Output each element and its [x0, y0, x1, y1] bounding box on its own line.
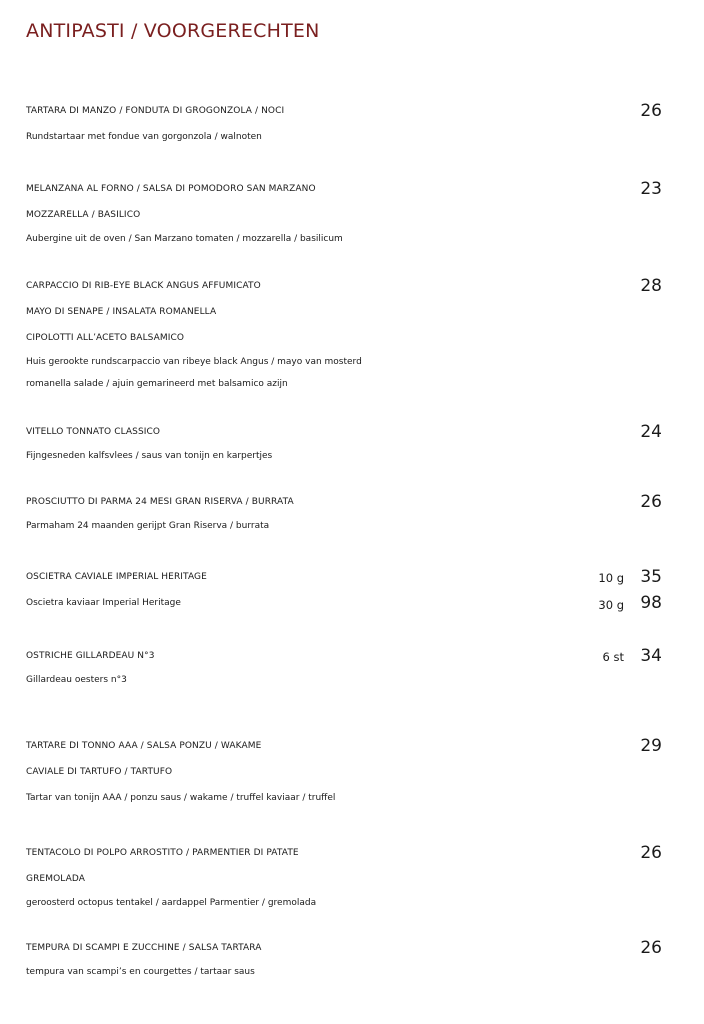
item-price: 29	[640, 736, 662, 756]
item-price: 24	[640, 422, 662, 442]
item-price: 28	[640, 276, 662, 296]
item-description: Aubergine uit de oven / San Marzano tomaten / mozzarella / basilicum	[26, 234, 343, 244]
item-name-line-3: CIPOLOTTI ALL’ACETO BALSAMICO	[26, 333, 185, 343]
item-description: Rundstartaar met fondue van gorgonzola / walnoten	[26, 132, 262, 142]
item-name-line-2: MOZZARELLA / BASILICO	[26, 210, 141, 220]
item-name-line-2: MAYO DI SENAPE / INSALATA ROMANELLA	[26, 307, 217, 317]
item-description: tempura van scampi’s en courgettes / tartaar saus	[26, 967, 255, 977]
item-price: 26	[640, 938, 662, 958]
item-quantity-2: 30 g	[598, 598, 624, 612]
item-price: 26	[640, 843, 662, 863]
menu-item-oscietra-caviale	[26, 564, 666, 616]
menu-item-tartare-di-tonno	[26, 733, 666, 811]
item-price: 35	[640, 567, 662, 587]
item-name-line-2: GREMOLADA	[26, 874, 85, 884]
item-quantity: 6 st	[602, 650, 624, 664]
menu-item-vitello-tonnato	[26, 419, 666, 467]
item-description: Huis gerookte rundscarpaccio van ribeye black Angus / mayo van mosterd	[26, 357, 362, 367]
item-description: Parmaham 24 maanden gerijpt Gran Riserva / burrata	[26, 521, 270, 531]
menu-item-melanzana-al-forno	[26, 176, 666, 250]
menu-item-carpaccio	[26, 273, 666, 395]
menu-item-tentacolo-di-polpo	[26, 840, 666, 914]
item-name: CARPACCIO DI RIB-EYE BLACK ANGUS AFFUMICATO	[26, 281, 261, 291]
item-name: TEMPURA DI SCAMPI E ZUCCHINE / SALSA TARTARA	[26, 943, 262, 953]
item-description: Gillardeau oesters n°3	[26, 675, 127, 685]
item-name-line-2: CAVIALE DI TARTUFO / TARTUFO	[26, 767, 173, 777]
item-name: OSTRICHE GILLARDEAU N°3	[26, 651, 155, 661]
item-description: Fijngesneden kalfsvlees / saus van tonijn en karpertjes	[26, 451, 273, 461]
menu-item-prosciutto-di-parma	[26, 489, 666, 537]
item-name: TENTACOLO DI POLPO ARROSTITO / PARMENTIER DI PATATE	[26, 848, 299, 858]
item-price: 26	[640, 101, 662, 121]
item-name: TARTARE DI TONNO AAA / SALSA PONZU / WAKAME	[26, 741, 262, 751]
item-price-2: 98	[640, 593, 662, 613]
item-price: 26	[640, 492, 662, 512]
item-description: Tartar van tonijn AAA / ponzu saus / wakame / truffel kaviaar / truffel	[26, 793, 336, 803]
item-name: MELANZANA AL FORNO / SALSA DI POMODORO SAN MARZANO	[26, 184, 316, 194]
item-price: 34	[640, 646, 662, 666]
section-title: ANTIPASTI / VOORGERECHTEN	[26, 20, 320, 42]
item-name: TARTARA DI MANZO / FONDUTA DI GROGONZOLA / NOCI	[26, 106, 285, 116]
item-quantity: 10 g	[598, 571, 624, 585]
item-description: geroosterd octopus tentakel / aardappel Parmentier / gremolada	[26, 898, 317, 908]
item-name: VITELLO TONNATO CLASSICO	[26, 427, 161, 437]
item-name: PROSCIUTTO DI PARMA 24 MESI GRAN RISERVA / BURRATA	[26, 497, 294, 507]
menu-item-ostriche-gillardeau	[26, 643, 666, 691]
menu-item-tempura-di-scampi	[26, 935, 666, 983]
item-description-line-2: romanella salade / ajuin gemarineerd met balsamico azijn	[26, 379, 288, 389]
item-price: 23	[640, 179, 662, 199]
item-description: Oscietra kaviaar Imperial Heritage	[26, 598, 181, 608]
menu-item-tartara-di-manzo	[26, 98, 666, 150]
item-name: OSCIETRA CAVIALE IMPERIAL HERITAGE	[26, 572, 207, 582]
